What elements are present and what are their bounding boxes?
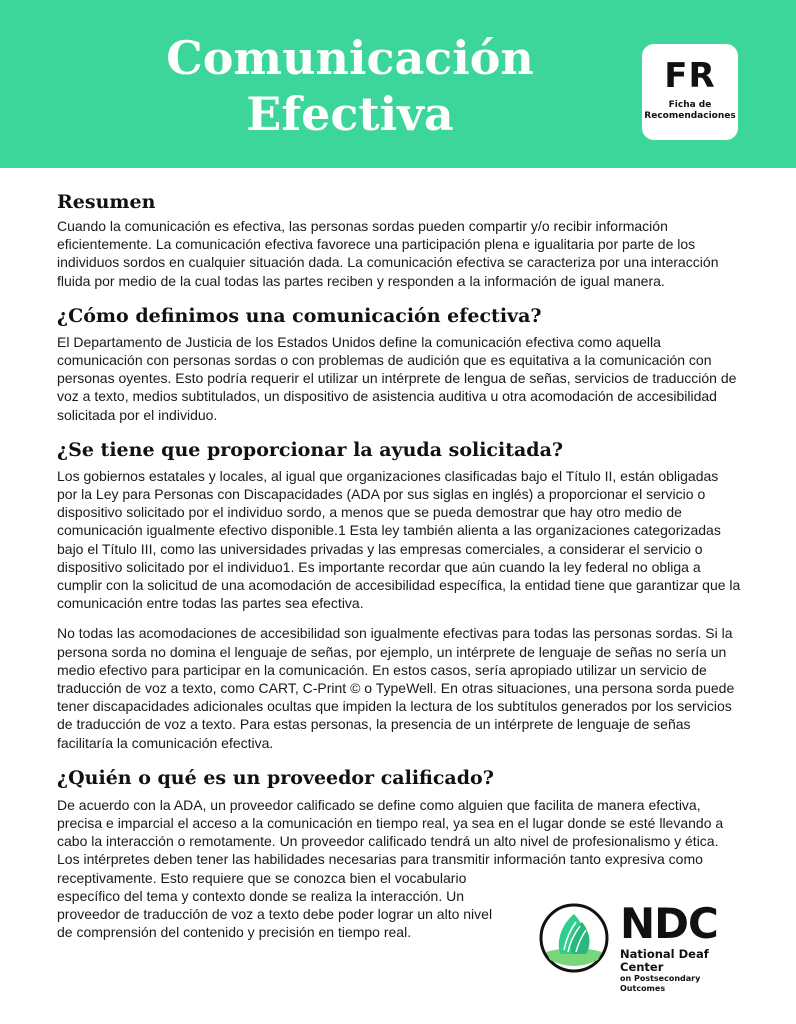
section-heading-definicion: ¿Cómo definimos una comunicación efectiva? xyxy=(57,304,542,327)
ndc-logo-text xyxy=(620,899,748,994)
document-body xyxy=(57,190,741,942)
badge-label-line-2: Recomendaciones xyxy=(644,111,736,121)
badge-label-line-1: Ficha de xyxy=(668,100,712,110)
section-heading-proveedor: ¿Quién o qué es un proveedor calificado? xyxy=(57,766,494,789)
paragraph-resumen: Cuando la comunicación es efectiva, las personas sordas pueden compartir y/o recibir información eficientemente. La comunicación efectiva favorece una participación plena e igualitaria por parte de los individuos sordos en cualquier situación dada. La comunicación efectiva se caracteriza por una interacción fluida por medio de la cual todas las partes reciben y responden a la información de igual manera. xyxy=(57,218,719,289)
logo-abbreviation: NDC xyxy=(620,899,718,948)
paragraph-proveedor-1: De acuerdo con la ADA, un proveedor calificado se define como alguien que facilita de manera efectiva, precisa e imparcial el acceso a la comunicación en tiempo real, ya sea en el lugar donde se esté llevando a cabo la interacción o remotamente. Un proveedor calificado tendrá un alto nivel de profesionalismo y ética. Los intérpretes deben tener las habilidades necesarias para transmitir información tanto expresiva como receptivamente. Esto requiere que se conozca bien el vocabulario xyxy=(57,796,724,886)
page-title xyxy=(100,30,600,142)
ndc-leaf-icon xyxy=(538,902,610,974)
paragraph-definicion: El Departamento de Justicia de los Estados Unidos define la comunicación efectiva como aquella comunicación con personas sordas o con problemas de audición que es equitativa a la comunicación con personas oyentes. Esto podría requerir el utilizar un intérprete de lengua de señas, servicios de traducción de voz a texto, medios subtitulados, un dispositivo de asistencia auditiva u otra acomodación de accesibilidad solicitada por el individuo. xyxy=(57,333,737,423)
badge-code: FR xyxy=(664,56,716,96)
document-type-badge xyxy=(642,44,738,140)
section-heading-resumen: Resumen xyxy=(57,191,156,213)
paragraph-ayuda-1: Los gobiernos estatales y locales, al igual que organizaciones clasificadas bajo el Título II, están obligadas por la Ley para Personas con Discapacidades (ADA por sus siglas en inglés) a proporcionar el servicio o dispositivo solicitado por el individuo sordo, a menos que se pueda demostrar que hay otro medio de comunicación igualmente efectivo disponible.1 Esta ley también alienta a las organizaciones categorizadas bajo el Título III, como las universidades privadas y las empresas comerciales, a considerar el servicio o dispositivo solicitado por el individuo1. Es importante recordar que aún cuando la ley federal no obliga a cumplir con la solicitud de una acomodación de accesibilidad específica, la entidad tiene que garantizar que la comunicación entre todas las partes sea efectiva. xyxy=(57,467,741,612)
ndc-logo xyxy=(538,899,748,993)
title-line-2: Efectiva xyxy=(246,87,454,141)
header-band xyxy=(0,0,796,168)
paragraph-ayuda-2: No todas las acomodaciones de accesibilidad son igualmente efectivas para todas las personas sordas. Si la persona sorda no domina el lenguaje de señas, por ejemplo, un intérprete de lenguaje de señas no sería un medio efectivo para participar en la comunicación. En estos casos, sería apropiado utilizar un servicio de traducción de voz a texto, como CART, C-Print © o TypeWell. En otras situaciones, una persona sorda puede tener discapacidades adicionales ocultas que impiden la lectura de los subtítulos generados por los servicios de traducción de voz a texto. Para estas personas, la presencia de un intérprete de lenguaje de señas facilitaría la comunicación efectiva. xyxy=(57,625,735,751)
section-heading-ayuda: ¿Se tiene que proporcionar la ayuda solicitada? xyxy=(57,438,564,461)
paragraph-proveedor-2: específico del tema y contexto donde se realiza la interacción. Un proveedor de traducción de voz a texto debe poder lograr un alto nivel de comprensión del contenido y precisión en tiempo real. xyxy=(57,887,493,941)
logo-name: National Deaf Center xyxy=(620,947,709,974)
title-line-1: Comunicación xyxy=(166,31,534,85)
logo-subtitle: on Postsecondary Outcomes xyxy=(620,974,701,993)
